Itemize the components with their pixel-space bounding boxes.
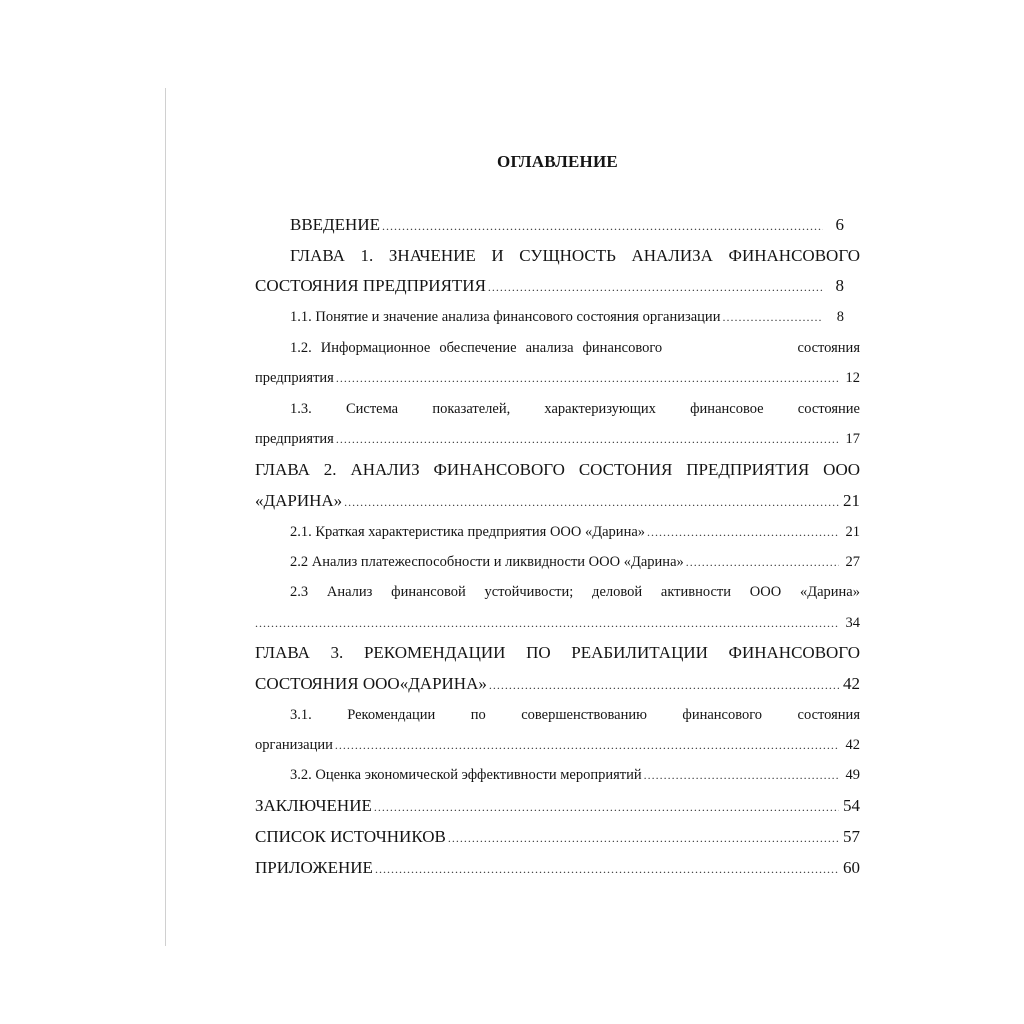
dot-leader <box>722 305 823 329</box>
dot-leader <box>686 550 839 574</box>
toc-entry-3-1-line1[interactable]: 3.1. Рекомендации по совершенствованию финансового состояния <box>290 707 860 723</box>
toc-page-number: 8 <box>835 276 844 295</box>
dot-leader <box>336 366 839 390</box>
toc-page-number: 17 <box>845 431 860 447</box>
dot-leader <box>336 427 839 451</box>
toc-entry-3-1-line2[interactable] <box>255 733 860 757</box>
toc-entry-3-2[interactable] <box>255 763 860 787</box>
toc-entry-conclusion[interactable] <box>255 794 860 818</box>
toc-entry-2-1[interactable] <box>255 520 860 544</box>
dot-leader <box>255 611 839 635</box>
toc-entry-text: СОСТОЯНИЯ ООО«ДАРИНА» <box>255 674 487 693</box>
toc-entry-ch3-line2[interactable] <box>255 672 860 696</box>
toc-entry-1-2-line2[interactable] <box>255 366 860 390</box>
toc-entry-ch2-line1[interactable]: ГЛАВА 2. АНАЛИЗ ФИНАНСОВОГО СОСТОНИЯ ПРЕДПРИЯТИЯ ООО <box>255 460 860 479</box>
toc-page-number: 21 <box>843 491 860 510</box>
toc-entry-text: 2.2 Анализ платежеспособности и ликвидности ООО «Дарина» <box>290 554 684 570</box>
toc-entry-ch3-line1[interactable]: ГЛАВА 3. РЕКОМЕНДАЦИИ ПО РЕАБИЛИТАЦИИ ФИНАНСОВОГО <box>255 643 860 662</box>
toc-entry-1-3-line1[interactable]: 1.3. Система показателей, характеризующих финансовое состояние <box>290 401 860 417</box>
toc-entry-2-2[interactable] <box>255 550 860 574</box>
toc-page-number: 42 <box>843 674 860 693</box>
toc-entry-text: 1.1. Понятие и значение анализа финансового состояния организации <box>290 309 721 325</box>
toc-entry-text: 3.2. Оценка экономической эффективности мероприятий <box>290 767 642 783</box>
toc-entry-intro[interactable] <box>255 213 860 237</box>
toc-entry-ch2-line2[interactable] <box>255 489 860 513</box>
dot-leader <box>644 763 839 787</box>
toc-page-number: 34 <box>845 615 860 631</box>
toc-entry-text: предприятия <box>255 431 334 447</box>
toc-page-number: 8 <box>836 309 844 325</box>
toc-entry-text: ВВЕДЕНИЕ <box>290 215 380 234</box>
toc-title: ОГЛАВЛЕНИЕ <box>497 152 618 171</box>
dot-leader <box>647 520 839 544</box>
toc-entry-sources[interactable] <box>255 825 860 849</box>
page-left-edge <box>165 88 166 946</box>
toc-page-number: 6 <box>835 215 844 234</box>
toc-entry-text: СОСТОЯНИЯ ПРЕДПРИЯТИЯ <box>255 276 486 295</box>
dot-leader <box>489 673 839 697</box>
dot-leader <box>448 826 839 850</box>
toc-entry-2-3-line2[interactable] <box>255 611 860 635</box>
toc-page-number: 42 <box>845 737 860 753</box>
dot-leader <box>335 733 839 757</box>
toc-page-number: 54 <box>843 796 860 815</box>
toc-entry-text: предприятия <box>255 370 334 386</box>
toc-page-number: 57 <box>843 827 860 846</box>
toc-page-number: 27 <box>845 554 860 570</box>
toc-entry-appendix[interactable] <box>255 856 860 880</box>
toc-entry-1-1[interactable] <box>255 305 860 329</box>
dot-leader <box>382 214 823 238</box>
toc-entry-text: ПРИЛОЖЕНИЕ <box>255 858 373 877</box>
dot-leader <box>344 490 839 514</box>
toc-entry-text: 2.1. Краткая характеристика предприятия ООО «Дарина» <box>290 524 646 540</box>
toc-entry-text: организации <box>255 737 333 753</box>
dot-leader <box>374 795 839 819</box>
toc-entry-2-3-line1[interactable]: 2.3 Анализ финансовой устойчивости; деловой активности ООО «Дарина» <box>290 584 860 600</box>
toc-entry-text: СПИСОК ИСТОЧНИКОВ <box>255 827 446 846</box>
toc-entry-ch1-line1[interactable]: ГЛАВА 1. ЗНАЧЕНИЕ И СУЩНОСТЬ АНАЛИЗА ФИНАНСОВОГО <box>290 246 860 265</box>
toc-page-number: 60 <box>843 858 860 877</box>
toc-entry-text: «ДАРИНА» <box>255 491 343 510</box>
dot-leader <box>488 275 823 299</box>
toc-entry-ch1-line2[interactable] <box>255 274 860 298</box>
toc-entry-text: ЗАКЛЮЧЕНИЕ <box>255 796 372 815</box>
toc-page-number: 49 <box>845 767 860 783</box>
toc-entry-1-2-line1[interactable]: 1.2. Информационное обеспечение анализа финансового состояния <box>290 340 860 356</box>
toc-page-number: 21 <box>845 524 860 540</box>
toc-page-number: 12 <box>845 370 860 386</box>
toc-entry-1-3-line2[interactable] <box>255 427 860 451</box>
dot-leader <box>375 857 839 881</box>
